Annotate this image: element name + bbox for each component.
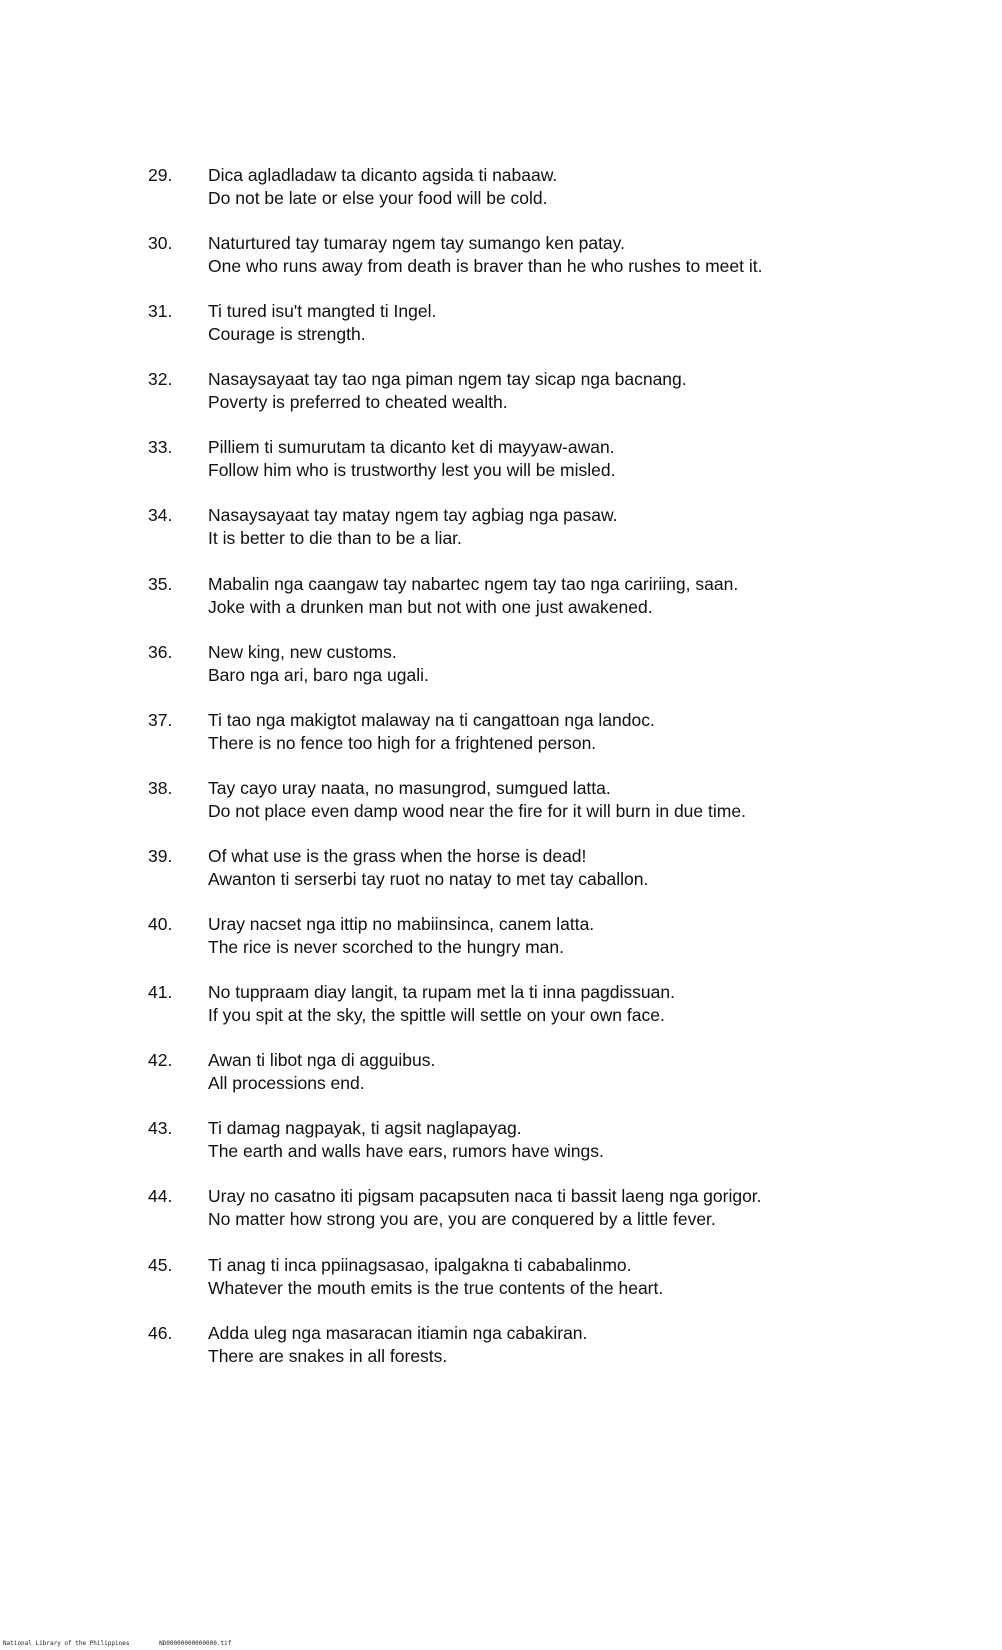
proverb-ilocano-line: Pilliem ti sumurutam ta dicanto ket di mayyaw-awan.: [208, 437, 615, 458]
proverb-entry: [148, 232, 978, 300]
proverb-english-line: The rice is never scorched to the hungry man.: [208, 937, 565, 958]
proverb-english-line: It is better to die than to be a liar.: [208, 528, 462, 549]
proverb-ilocano-line: Awan ti libot nga di agguibus.: [208, 1050, 436, 1071]
proverb-text: [208, 368, 687, 414]
proverb-number: 35.: [148, 573, 173, 594]
proverb-text: [208, 777, 746, 823]
proverb-ilocano-line: Adda uleg nga masaracan itiamin nga cabakiran.: [208, 1322, 588, 1343]
proverb-ilocano-line: Mabalin nga caangaw tay nabartec ngem tay tao nga caririing, saan.: [208, 573, 739, 594]
proverb-english-line: Do not be late or else your food will be cold.: [208, 188, 548, 208]
proverb-text: [208, 232, 762, 278]
proverb-english-line: The earth and walls have ears, rumors have wings.: [208, 1141, 604, 1162]
proverb-english-line: There are snakes in all forests.: [208, 1345, 448, 1366]
proverb-entry: [148, 573, 978, 641]
proverb-entry: [148, 1322, 978, 1390]
proverb-text: [208, 1254, 663, 1300]
proverb-text: [208, 504, 618, 550]
proverb-english-line: If you spit at the sky, the spittle will settle on your own face.: [208, 1005, 665, 1026]
proverb-entry: [148, 1185, 978, 1253]
proverb-english-line: One who runs away from death is braver than he who rushes to meet it.: [208, 256, 763, 277]
proverb-text: [208, 1117, 604, 1163]
proverb-ilocano-line: Nasaysayaat tay tao nga piman ngem tay sicap nga bacnang.: [208, 369, 687, 390]
proverb-entry: [148, 1117, 978, 1185]
proverb-entry: [148, 436, 978, 504]
proverb-entry: [148, 504, 978, 572]
proverb-number: 33.: [148, 437, 173, 458]
proverb-text: [208, 845, 648, 891]
proverb-english-line: No matter how strong you are, you are conquered by a little fever.: [208, 1209, 716, 1230]
proverb-ilocano-line: Naturtured tay tumaray ngem tay sumango ken patay.: [208, 233, 625, 254]
proverb-entry: [148, 777, 978, 845]
proverb-english-line: All processions end.: [208, 1073, 365, 1094]
proverb-english-line: Joke with a drunken man but not with one just awakened.: [208, 596, 653, 617]
proverb-list: [148, 164, 978, 1390]
proverb-text: [208, 1185, 762, 1231]
proverb-text: [208, 709, 655, 755]
proverb-entry: [148, 641, 978, 709]
proverb-number: 45.: [148, 1254, 173, 1275]
proverb-number: 36.: [148, 641, 173, 662]
proverb-entry: [148, 845, 978, 913]
proverb-number: 40.: [148, 914, 173, 935]
proverb-number: 46.: [148, 1322, 173, 1343]
proverb-ilocano-line: Uray nacset nga ittip no mabiinsinca, canem latta.: [208, 914, 595, 935]
proverb-entry: [148, 1254, 978, 1322]
proverb-entry: [148, 913, 978, 981]
proverb-number: 31.: [148, 301, 173, 322]
proverb-english-line: Awanton ti serserbi tay ruot no natay to met tay caballon.: [208, 868, 649, 889]
footer-library-credit: National Library of the Philippines: [3, 1640, 130, 1647]
proverb-ilocano-line: Of what use is the grass when the horse is dead!: [208, 845, 587, 866]
proverb-text: [208, 164, 557, 210]
proverb-number: 32.: [148, 369, 173, 390]
proverb-text: [208, 1049, 435, 1095]
proverb-ilocano-line: Uray no casatno iti pigsam pacapsuten naca ti bassit laeng nga gorigor.: [208, 1186, 762, 1207]
proverb-english-line: Courage is strength.: [208, 324, 366, 345]
proverb-english-line: Follow him who is trustworthy lest you will be misled.: [208, 460, 616, 481]
proverb-english-line: Baro nga ari, baro nga ugali.: [208, 664, 429, 685]
proverb-entry: [148, 300, 978, 368]
proverb-entry: [148, 1049, 978, 1117]
footer-filename: ND00000000000000.tif: [159, 1640, 232, 1647]
proverb-english-line: Do not place even damp wood near the fire for it will burn in due time.: [208, 800, 746, 821]
proverb-english-line: Whatever the mouth emits is the true contents of the heart.: [208, 1277, 664, 1298]
proverb-text: [208, 573, 738, 619]
proverb-entry: [148, 164, 978, 232]
proverb-number: 39.: [148, 845, 173, 866]
scan-footer: [3, 1640, 231, 1647]
proverb-ilocano-line: No tuppraam diay langit, ta rupam met la ti inna pagdissuan.: [208, 982, 675, 1003]
proverb-entry: [148, 709, 978, 777]
proverb-text: [208, 300, 436, 346]
proverb-ilocano-line: Dica agladladaw ta dicanto agsida ti nabaaw.: [208, 165, 558, 185]
proverb-ilocano-line: New king, new customs.: [208, 641, 397, 662]
proverb-text: [208, 913, 594, 959]
proverb-ilocano-line: Ti damag nagpayak, ti agsit naglapayag.: [208, 1118, 522, 1139]
proverb-number: 38.: [148, 777, 173, 798]
proverb-number: 43.: [148, 1118, 173, 1139]
proverb-number: 29.: [148, 165, 173, 185]
proverb-ilocano-line: Tay cayo uray naata, no masungrod, sumgued latta.: [208, 777, 611, 798]
proverb-number: 37.: [148, 709, 173, 730]
proverb-english-line: Poverty is preferred to cheated wealth.: [208, 392, 508, 413]
proverb-ilocano-line: Ti tured isu't mangted ti Ingel.: [208, 301, 437, 322]
proverb-number: 44.: [148, 1186, 173, 1207]
proverb-text: [208, 1322, 587, 1368]
proverb-text: [208, 641, 429, 687]
proverb-english-line: There is no fence too high for a frightened person.: [208, 732, 597, 753]
proverb-ilocano-line: Nasaysayaat tay matay ngem tay agbiag nga pasaw.: [208, 505, 618, 526]
proverb-text: [208, 436, 616, 482]
proverb-ilocano-line: Ti anag ti inca ppiinagsasao, ipalgakna ti cababalinmo.: [208, 1254, 632, 1275]
proverb-number: 41.: [148, 982, 173, 1003]
proverb-entry: [148, 368, 978, 436]
proverb-entry: [148, 981, 978, 1049]
proverb-text: [208, 981, 675, 1027]
proverb-number: 42.: [148, 1050, 173, 1071]
proverb-number: 30.: [148, 233, 173, 254]
proverb-ilocano-line: Ti tao nga makigtot malaway na ti cangattoan nga landoc.: [208, 709, 655, 730]
proverb-number: 34.: [148, 505, 173, 526]
